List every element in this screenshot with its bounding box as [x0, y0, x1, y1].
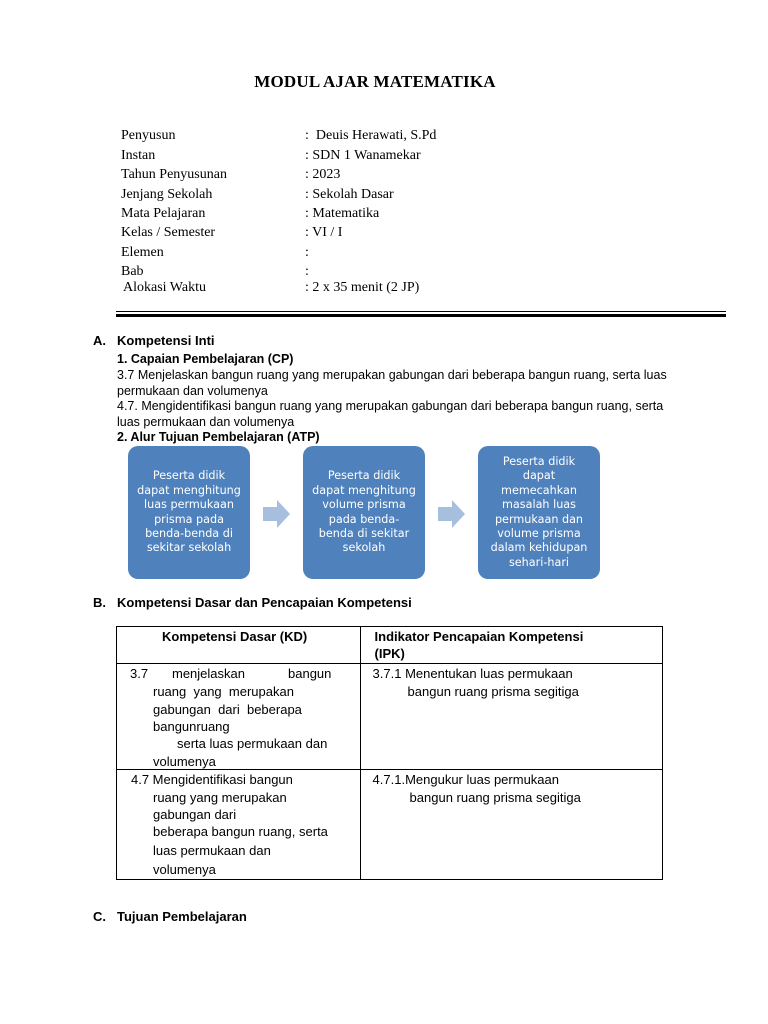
section-c-letter: C.	[93, 909, 106, 924]
flow-step-2-line: volume prisma	[322, 498, 406, 512]
section-a-letter: A.	[93, 333, 106, 348]
identity-label-tahun: Tahun Penyusunan	[121, 167, 227, 182]
kd1-text: bangun	[288, 666, 332, 681]
flow-step-2-line: benda di sekitar	[318, 526, 410, 540]
identity-value-alokasi: : 2 x 35 menit (2 JP)	[305, 280, 420, 295]
kd2-text: volumenya	[153, 862, 216, 877]
cp-line: luas permukaan dan volumenya	[117, 414, 295, 429]
kd2-text: ruang yang merupakan	[153, 790, 287, 805]
flow-step-3-line: masalah luas	[502, 498, 576, 512]
table-cell-ipk-1	[360, 664, 662, 770]
identity-value-penyusun: : Deuis Herawati, S.Pd	[305, 128, 437, 143]
table-row	[117, 664, 663, 770]
kd1-text: gabungan dari beberapa	[153, 702, 302, 717]
flow-step-3-line: dapat	[522, 469, 556, 483]
flow-step-3-line: volume prisma	[497, 526, 581, 540]
section-b-letter: B.	[93, 595, 106, 610]
identity-value-kelas: : VI / I	[305, 225, 343, 240]
flow-step-3-line: Peserta didik	[502, 454, 576, 468]
identity-label-alokasi: Alokasi Waktu	[123, 280, 206, 295]
section-a-title: Kompetensi Inti	[117, 333, 215, 348]
cp-line: 4.7. Mengidentifikasi bangun ruang yang merupakan gabungan dari beberapa bangun ruang, serta	[117, 399, 664, 413]
table-cell-kd-2	[117, 770, 361, 880]
ipk2-text: bangun ruang prisma segitiga	[409, 790, 581, 805]
flow-step-3-line: dalam kehidupan	[490, 541, 588, 555]
table-header-kd	[117, 627, 361, 664]
identity-value-elemen: :	[305, 245, 309, 260]
section-c-title: Tujuan Pembelajaran	[117, 909, 247, 924]
identity-label-penyusun: Penyusun	[121, 128, 176, 143]
kd1-text: 3.7	[130, 666, 149, 681]
table-header-row	[117, 627, 663, 664]
flow-step-3-line: memecahkan	[501, 483, 577, 497]
identity-label-elemen: Elemen	[121, 245, 164, 260]
flow-step-2-line: Peserta didik	[327, 469, 401, 483]
ipk2-text: 4.7.1.Mengukur luas permukaan	[372, 772, 559, 787]
flow-step-2	[303, 446, 425, 579]
flow-step-3	[478, 446, 600, 579]
ipk1-text: bangun ruang prisma segitiga	[407, 684, 579, 699]
header-ipk-label: Indikator Pencapaian Kompetensi	[374, 629, 584, 644]
identity-value-tahun: : 2023	[305, 167, 341, 182]
kd1-text: serta luas permukaan dan	[177, 736, 328, 751]
header-rule-thin	[116, 311, 726, 312]
identity-label-jenjang: Jenjang Sekolah	[121, 187, 213, 202]
flow-step-1-line: sekitar sekolah	[146, 541, 232, 555]
kd1-text: menjelaskan	[172, 666, 245, 681]
identity-label-instan: Instan	[121, 148, 156, 163]
document-title: MODUL AJAR MATEMATIKA	[254, 72, 496, 91]
table-cell-ipk-2	[360, 770, 662, 880]
kd2-text: beberapa bangun ruang, serta	[153, 824, 328, 839]
cp-heading: 1. Capaian Pembelajaran (CP)	[117, 352, 294, 366]
kd2-text: 4.7 Mengidentifikasi bangun	[131, 772, 293, 787]
flow-arrow-1-icon	[263, 500, 291, 528]
flow-step-1-line: luas permukaan	[144, 498, 234, 512]
flow-arrow-2-icon	[438, 500, 466, 528]
identity-value-instan: : SDN 1 Wanamekar	[305, 148, 421, 163]
table-header-ipk	[360, 627, 662, 664]
identity-value-bab: :	[305, 264, 309, 279]
kd1-text: volumenya	[153, 754, 216, 769]
ipk1-text: 3.7.1 Menentukan luas permukaan	[372, 666, 573, 681]
atp-heading: 2. Alur Tujuan Pembelajaran (ATP)	[117, 430, 320, 444]
header-rule-thick	[116, 314, 726, 317]
identity-label-mapel: Mata Pelajaran	[121, 206, 206, 221]
cp-line: permukaan dan volumenya	[117, 383, 268, 398]
flow-step-1-line: Peserta didik	[152, 469, 226, 483]
flow-step-1-line: dapat menghitung	[137, 483, 241, 497]
flow-step-2-line: pada benda-	[328, 512, 400, 526]
flow-step-3-line: permukaan dan	[494, 512, 584, 526]
cp-line: 3.7 Menjelaskan bangun ruang yang merupakan gabungan dari beberapa bangun ruang, serta luas	[117, 368, 667, 382]
kd1-text: bangunruang	[153, 719, 230, 734]
table-row	[117, 770, 663, 880]
identity-label-kelas: Kelas / Semester	[121, 225, 216, 240]
identity-label-bab: Bab	[121, 264, 144, 279]
flow-step-2-line: sekolah	[342, 541, 386, 555]
flow-step-1	[128, 446, 250, 579]
identity-value-mapel: : Matematika	[305, 206, 380, 221]
flow-step-3-line: sehari-hari	[508, 555, 570, 569]
kd1-text: ruang yang merupakan	[153, 684, 294, 699]
kd-ipk-table	[116, 626, 663, 880]
flow-step-2-line: dapat menghitung	[312, 483, 416, 497]
header-ipk-label-cont: (IPK)	[374, 646, 405, 661]
flow-step-1-line: prisma pada	[154, 512, 224, 526]
cp-text	[117, 368, 717, 430]
identity-value-jenjang: : Sekolah Dasar	[305, 187, 394, 202]
section-b-title: Kompetensi Dasar dan Pencapaian Kompetensi	[117, 595, 412, 610]
header-kd-label: Kompetensi Dasar (KD)	[162, 629, 308, 644]
table-cell-kd-1	[117, 664, 361, 770]
flow-step-1-line: benda-benda di	[145, 526, 233, 540]
kd2-text: luas permukaan dan	[153, 843, 271, 858]
kd2-text: gabungan dari	[153, 807, 237, 822]
